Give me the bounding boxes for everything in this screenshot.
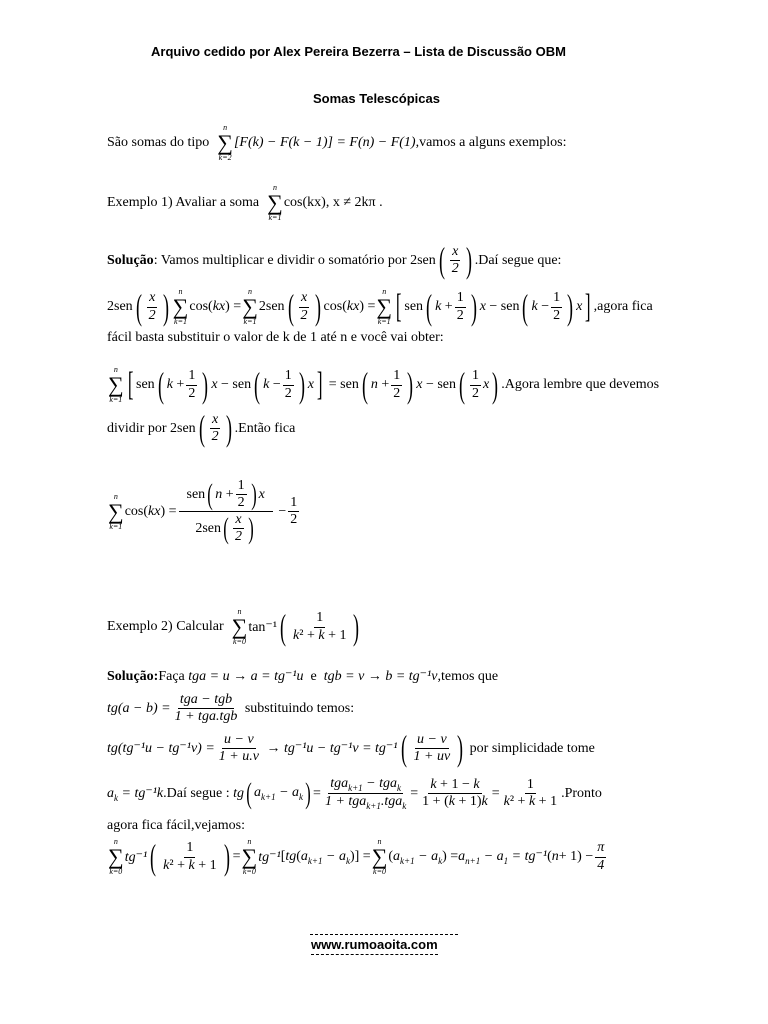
solution1-line4-tail: .Agora lembre que devemos (501, 377, 660, 392)
intro-line (107, 124, 566, 162)
solution2-pronto: .Pronto (561, 785, 602, 801)
result-formula: n ∑ k=1 cos(kx) = sen( n + $\frac{1}{2}$ ) x 2sen( $\frac{x}{2}$ ) − $\frac{1}{2}$ (108, 478, 298, 546)
solution1-tail: .Daí segue que: (474, 252, 562, 268)
solution2-line1: Solução: Faça tga = u → a = tg⁻¹u e tgb = v → b = tg⁻¹v ,temos que (107, 668, 499, 684)
solution1-line5-tail: .Então fica (234, 420, 296, 436)
example1-formula: cos(kx), x ≠ 2kπ . (283, 195, 383, 210)
sum-symbol: n ∑ k=1 (267, 183, 283, 222)
solution2-tail1: ,temos que (437, 668, 499, 684)
document-header: Arquivo cedido por Alex Pereira Bezerra – Lista de Discussão OBM (151, 44, 566, 59)
example2-line: Exemplo 2) Calcular n ∑ k=0 tan⁻¹ ( $\frac{1}{\text{k² + k + 1}}$ ) (107, 606, 360, 647)
solution2-simpl: por simplicidade tome (469, 740, 595, 756)
solution2-line4: $a_k = tg^{-1}k$ .Daí segue : tg ( $a_{k+1} - a_k$ ) = $\frac{tga_{k+1} - tga_k}{1 + tga_{k+1}.tga_k}$ = $\frac{k + 1 - k}{1 + (k + 1)k}$ = $\frac{1}{\text{k² + k + 1}}$ .Pronto (107, 776, 602, 811)
sum-symbol: n ∑ k=2 (217, 123, 233, 162)
intro-tail: ,vamos a alguns exemplos: (415, 135, 567, 150)
solution1-line3: fácil basta substituir o valor de k de 1 até n e você vai obter: (107, 330, 444, 345)
solution2-line3: tg(tg⁻¹u − tg⁻¹v) = $\frac{u - v}{1 + u.v}$ → tg⁻¹u − tg⁻¹v = tg⁻¹ ( $\frac{u - v}{1 + uv}$ ) por simplicidade tome (107, 728, 595, 769)
example2-formula: tan⁻¹ (248, 619, 278, 635)
page-title: Somas Telescópicas (313, 91, 440, 106)
solution2-sub: substituindo temos: (244, 700, 355, 716)
solution1-line1: Solução : Vamos multiplicar e dividir o somatório por 2sen ( $\frac{x}{2}$ ) .Daí segue que: (107, 240, 562, 281)
footer-website-link[interactable]: www.rumoaoita.com (311, 937, 438, 955)
solution1-line5-lead: dividir por 2sen (107, 420, 196, 436)
example1-lead: Exemplo 1) Avaliar a soma (107, 195, 260, 210)
solution2-dai: .Daí segue : (163, 785, 230, 801)
solution1-text: : Vamos multiplicar e dividir o somatório por 2sen (153, 252, 436, 268)
solution-label: Solução (107, 252, 154, 268)
intro-formula: [F(k) − F(k − 1)] = F(n) − F(1) (233, 135, 416, 150)
solution2-line2: tg(a − b) = $\frac{\text{tga − tgb}}{\text{1 + tga.tgb}}$ substituindo temos: (107, 692, 355, 725)
solution2-text1: Faça (158, 668, 185, 684)
footer-divider (310, 934, 458, 935)
example2-lead: Exemplo 2) Calcular (107, 619, 224, 634)
example1-line (107, 184, 383, 222)
intro-lead: São somas do tipo (107, 135, 210, 150)
solution2-label: Solução: (107, 668, 159, 684)
solution1-line2: 2sen ( $\frac{x}{2}$ ) n ∑ k=1 cos(kx) = n ∑ k=1 2sen ( $\frac{x}{2}$ ) cos(kx) = n ∑ k=1 [ sen ( k + $\frac{1}{2}$ ) x − sen ( k − $\frac{1}{2}$ ) x ] ,agora fica (107, 286, 653, 327)
final-formula: n ∑ k=0 tg⁻¹ ( $\frac{1}{\text{k² + k + 1}}$ ) = n ∑ k=0 tg⁻¹ [ tg ( $a_{k+1} - a_k$ )] = n ∑ k=0 ( $a_{k+1} - a_k$ ) = $a_{n+1} - a_1 = tg^{-1}$ ( n + 1) − $\frac{\pi}{4}$ (108, 836, 605, 877)
solution2-line5: agora fica fácil,vejamos: (107, 818, 245, 833)
solution1-line4: n ∑ k=1 [ sen ( k + $\frac{1}{2}$ ) x − sen ( k − $\frac{1}{2}$ ) x ] = sen ( n + $\frac{1}{2}$ ) x − sen ( $\frac{1}{2}$ x ) .Agora lembre que devemos (108, 364, 660, 405)
solution1-line2-tail: ,agora fica (593, 299, 653, 314)
solution1-line5: dividir por 2sen ( $\frac{x}{2}$ ) .Então fica (107, 408, 296, 449)
